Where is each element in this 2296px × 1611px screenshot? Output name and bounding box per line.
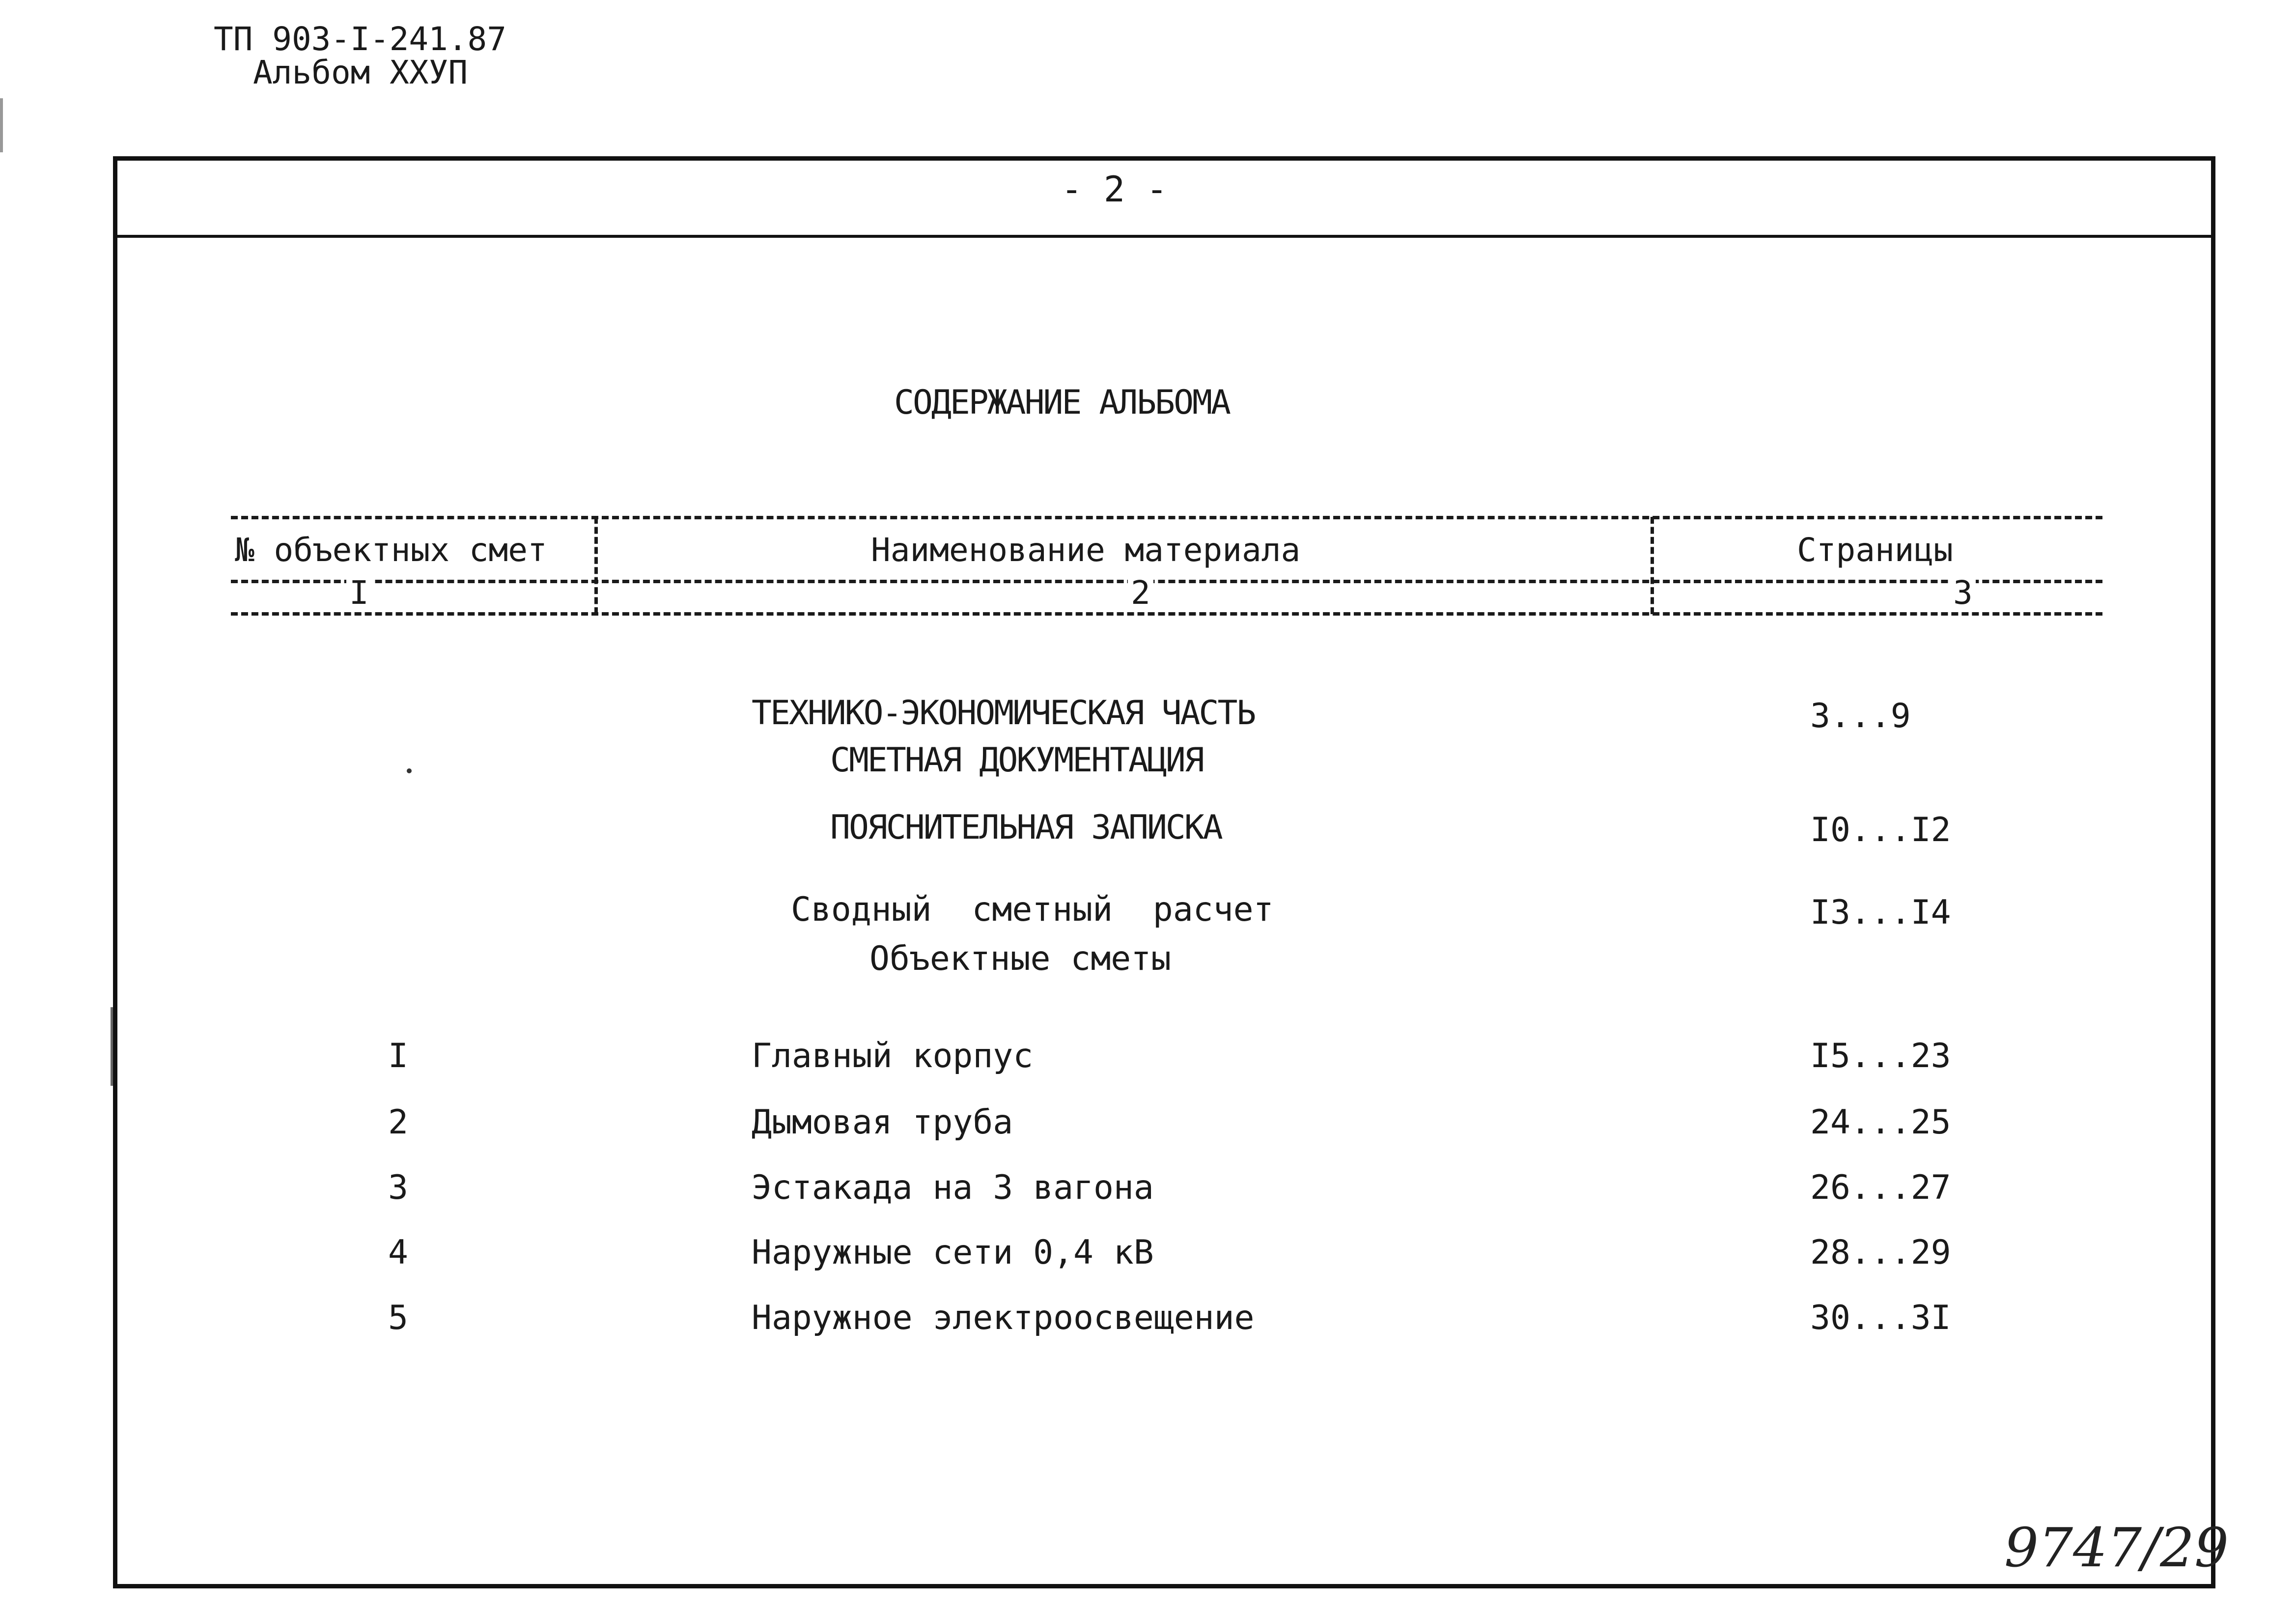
estimate-number: 3 [388, 1168, 408, 1207]
estimate-name: Дымовая труба [752, 1103, 1013, 1142]
section-pages: I3...I4 [1810, 893, 1951, 932]
estimate-pages: 26...27 [1810, 1168, 1951, 1207]
album-label: Альбом XXУП [253, 54, 468, 91]
estimate-name: Наружное электроосвещение [752, 1299, 1255, 1337]
estimate-number: I [388, 1037, 408, 1075]
binding-mark [0, 98, 3, 152]
section-title: Объектные сметы [869, 939, 1172, 978]
header-rule-bottom [231, 612, 2102, 616]
header-rule-middle [231, 580, 2102, 583]
estimate-number: 5 [388, 1299, 408, 1337]
frame-divider [117, 235, 2211, 238]
column-header-material-name: Наименование материала [867, 531, 1304, 570]
section-pages: 3...9 [1810, 697, 1911, 735]
column-divider [1651, 517, 1654, 614]
page-frame [113, 156, 2215, 1588]
column-divider [594, 517, 598, 614]
section-title: ПОЯСНИТЕЛЬНАЯ ЗАПИСКА [830, 808, 1222, 847]
estimate-pages: I5...23 [1810, 1037, 1951, 1075]
estimate-pages: 30...3I [1810, 1299, 1951, 1337]
section-title: Сводный сметный расчет [791, 890, 1274, 929]
section-title: СМЕТНАЯ ДОКУМЕНТАЦИЯ [830, 741, 1203, 780]
estimate-pages: 24...25 [1810, 1103, 1951, 1142]
column-header-estimate-no: № объектных смет [231, 531, 551, 570]
column-number: 2 [1128, 576, 1153, 610]
estimate-name: Наружные сети 0,4 кВ [752, 1233, 1154, 1272]
section-pages: I0...I2 [1810, 811, 1951, 849]
estimate-pages: 28...29 [1810, 1233, 1951, 1272]
estimate-name: Эстакада на 3 вагона [752, 1168, 1154, 1207]
speck [407, 768, 412, 773]
header-rule-top [231, 516, 2102, 519]
section-title: ТЕХНИКО-ЭКОНОМИЧЕСКАЯ ЧАСТЬ [752, 694, 1255, 733]
estimate-number: 2 [388, 1103, 408, 1142]
estimate-name: Главный корпус [752, 1037, 1034, 1075]
estimate-number: 4 [388, 1233, 408, 1272]
inventory-mark: 9747/29 [2004, 1516, 2229, 1579]
document-code: ТП 903-I-241.87 [214, 20, 507, 58]
column-number: 3 [1950, 576, 1976, 610]
column-number: I [346, 576, 372, 610]
column-header-pages: Страницы [1793, 531, 1957, 570]
page-number: - 2 - [1061, 169, 1168, 210]
page-title: СОДЕРЖАНИЕ АЛЬБОМА [894, 383, 1230, 422]
